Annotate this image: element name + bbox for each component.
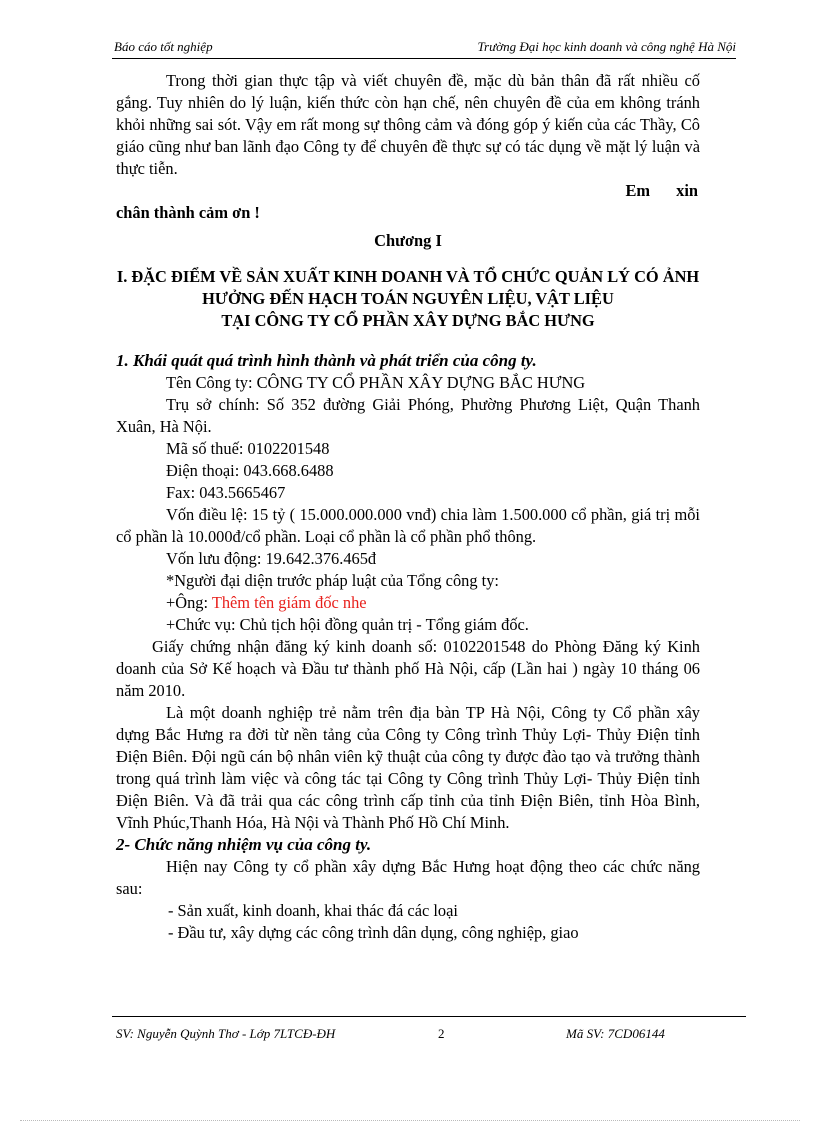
chapter-title-company: TẠI CÔNG TY CỔ PHẦN XÂY DỰNG BẮC HƯNG bbox=[221, 311, 595, 330]
header-university: Trường Đại học kinh doanh và công nghệ Hà Nội bbox=[477, 39, 736, 54]
tax-code: Mã số thuế: 0102201548 bbox=[166, 439, 330, 458]
company-name: Tên Công ty: CÔNG TY CỔ PHẦN XÂY DỰNG BẮC HƯNG bbox=[166, 373, 586, 392]
section-heading-2: 2- Chức năng nhiệm vụ của công ty. bbox=[116, 835, 372, 854]
phone-number: Điện thoại: 043.668.6488 bbox=[166, 461, 334, 480]
spacer bbox=[116, 332, 700, 350]
document-body bbox=[116, 70, 700, 944]
page-number: 2 bbox=[438, 1026, 445, 1041]
footer-student-id: Mã SV: 7CD06144 bbox=[566, 1026, 665, 1041]
chapter-title: I. ĐẶC ĐIỂM VỀ SẢN XUẤT KINH DOANH VÀ TỔ CHỨC QUẢN LÝ CÓ ẢNH HƯỞNG ĐẾN HẠCH TOÁN NGUYÊN LIỆU, VẬT LIỆU bbox=[116, 267, 700, 308]
intro-paragraph: Trong thời gian thực tập và viết chuyên đề, mặc dù bản thân đã rất nhiều cố gắng. Tuy nhiên do lý luận, kiến thức còn hạn chế, nên chuyên đề của em không tránh khỏi những sai sót. Vậy em rất mong sự thông cảm và đóng góp ý kiến của các Thầy, Cô giáo cũng như ban lãnh đạo Công ty để chuyên đề thực sự có tác dụng về mặt lý luận và thực tiễn. bbox=[116, 71, 700, 178]
list-item: - Sản xuất, kinh doanh, khai thác đá các loại bbox=[168, 901, 458, 920]
fax-number: Fax: 043.5665467 bbox=[166, 483, 286, 502]
representative-name bbox=[116, 592, 700, 614]
section-heading-1: 1. Khái quát quá trình hình thành và phát triển của công ty. bbox=[116, 351, 537, 370]
footer-divider bbox=[112, 1016, 746, 1017]
representative-name-label: +Ông: bbox=[166, 593, 212, 612]
page-header bbox=[112, 36, 736, 59]
page-bottom-edge bbox=[20, 1120, 800, 1121]
head-office: Trụ sở chính: Số 352 đường Giải Phóng, Phường Phương Liệt, Quận Thanh Xuân, Hà Nội. bbox=[116, 395, 700, 436]
page-footer bbox=[116, 1026, 716, 1046]
charter-capital: Vốn điều lệ: 15 tỷ ( 15.000.000.000 vnđ) chia làm 1.500.000 cổ phần, giá trị mỗi cổ phần là 10.000đ/cổ phần. Loại cổ phần là cổ phần phổ thông. bbox=[116, 505, 700, 546]
business-certificate: Giấy chứng nhận đăng ký kinh doanh số: 0102201548 do Phòng Đăng ký Kinh doanh của Sở Kế hoạch và Đầu tư thành phố Hà Nội, cấp (Lần hai ) ngày 10 tháng 06 năm 2010. bbox=[116, 637, 700, 700]
footer-student: SV: Nguyễn Quỳnh Thơ - Lớp 7LTCĐ-ĐH bbox=[116, 1026, 336, 1041]
thanks-line-1: Em xin bbox=[625, 181, 698, 200]
thanks-line-2: chân thành cảm ơn ! bbox=[116, 203, 260, 222]
representative-position: +Chức vụ: Chủ tịch hội đồng quản trị - Tổng giám đốc. bbox=[166, 615, 529, 634]
header-report-title: Báo cáo tốt nghiệp bbox=[114, 39, 213, 54]
legal-representative-heading: *Người đại diện trước pháp luật của Tổng công ty: bbox=[166, 571, 499, 590]
chapter-heading: Chương I bbox=[374, 231, 442, 250]
history-paragraph: Là một doanh nghiệp trẻ nằm trên địa bàn TP Hà Nội, Công ty Cổ phần xây dựng Bắc Hưng ra đời từ nền tảng của Công ty Công trình Thủy Lợi- Thủy Điện tỉnh Điện Biên. Đội ngũ cán bộ nhân viên kỹ thuật của công ty được đào tạo và trưởng thành trong quá trình làm việc và công tác tại Công ty Công trình Thủy Lợi- Thủy Điện tỉnh Điện Biên. Và đã trải qua các công trình cấp tỉnh của tỉnh Điện Biên, tỉnh Hòa Bình, Vĩnh Phúc,Thanh Hóa, Hà Nội và Thành Phố Hồ Chí Minh. bbox=[116, 703, 700, 832]
working-capital: Vốn lưu động: 19.642.376.465đ bbox=[166, 549, 377, 568]
list-item: - Đầu tư, xây dựng các công trình dân dụng, công nghiệp, giao bbox=[168, 923, 579, 942]
representative-name-note: Thêm tên giám đốc nhe bbox=[211, 593, 367, 612]
functions-intro: Hiện nay Công ty cổ phần xây dựng Bắc Hưng hoạt động theo các chức năng sau: bbox=[116, 857, 700, 898]
